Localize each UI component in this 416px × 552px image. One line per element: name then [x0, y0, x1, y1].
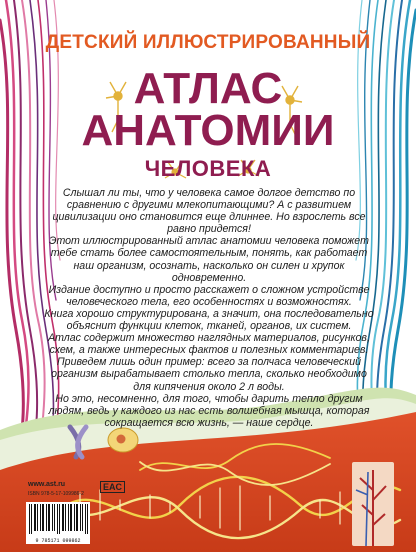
publisher-website: www.ast.ru — [28, 481, 66, 488]
description-text — [44, 187, 374, 429]
blood-vessel-illustration — [352, 462, 394, 546]
barcode-bars — [26, 502, 90, 536]
description-paragraph: Приведем лишь один пример: всего за полчаса человеческий организм вырабатывает столько тепла, сколько необходимо для кипячения около 2 л воды. — [51, 356, 367, 393]
series-title: ДЕТСКИЙ ИЛЛЮСТРИРОВАННЫЙ — [45, 32, 371, 53]
main-title-line1: АТЛАС — [133, 64, 283, 113]
description-paragraph: Издание доступно и просто расскажет о сложном устройстве человеческого тела, его особенностях и возможностях. — [48, 283, 370, 308]
description-paragraph: Но это, несомненно, для того, чтобы дарить тепло другим людям, ведь у каждого из нас есть волшебная мышца, которая сокращается всю жизнь, — наше сердце. — [48, 392, 370, 429]
isbn-text: ISBN 978-5-17-109986-2 — [28, 491, 84, 497]
description-paragraph: Книга хорошо структурирована, а значит, она последовательно объяснит функции клеток, тканей, органов, их систем. — [44, 307, 374, 333]
eac-certification-mark: EAC — [100, 481, 125, 493]
barcode — [26, 502, 90, 544]
description-paragraph: Атлас содержит множество наглядных материалов, рисунков, схем, а также интересных фактов и полезных комментариев. — [48, 332, 370, 357]
main-title-line2: АНАТОМИИ — [81, 106, 335, 155]
description-paragraph: Слышал ли ты, что у человека самое долгое детство по сравнению с другими млекопитающими? А с развитием цивилизации оно становится еще длиннее. Но взрослеть все равно придется! — [52, 187, 366, 236]
publisher-imprint — [28, 481, 84, 497]
barcode-number: 9 785171 099862 — [35, 538, 81, 544]
description-paragraph: Этот иллюстрированный атлас анатомии человека поможет тебе стать более самостоятельным, понять, как работает наш организм, осознать, насколько он силен и хрупок одновременно. — [49, 235, 369, 284]
main-title-line3: ЧЕЛОВЕКА — [144, 156, 272, 181]
cell-icon — [108, 428, 138, 452]
cover-title-block — [0, 32, 416, 182]
